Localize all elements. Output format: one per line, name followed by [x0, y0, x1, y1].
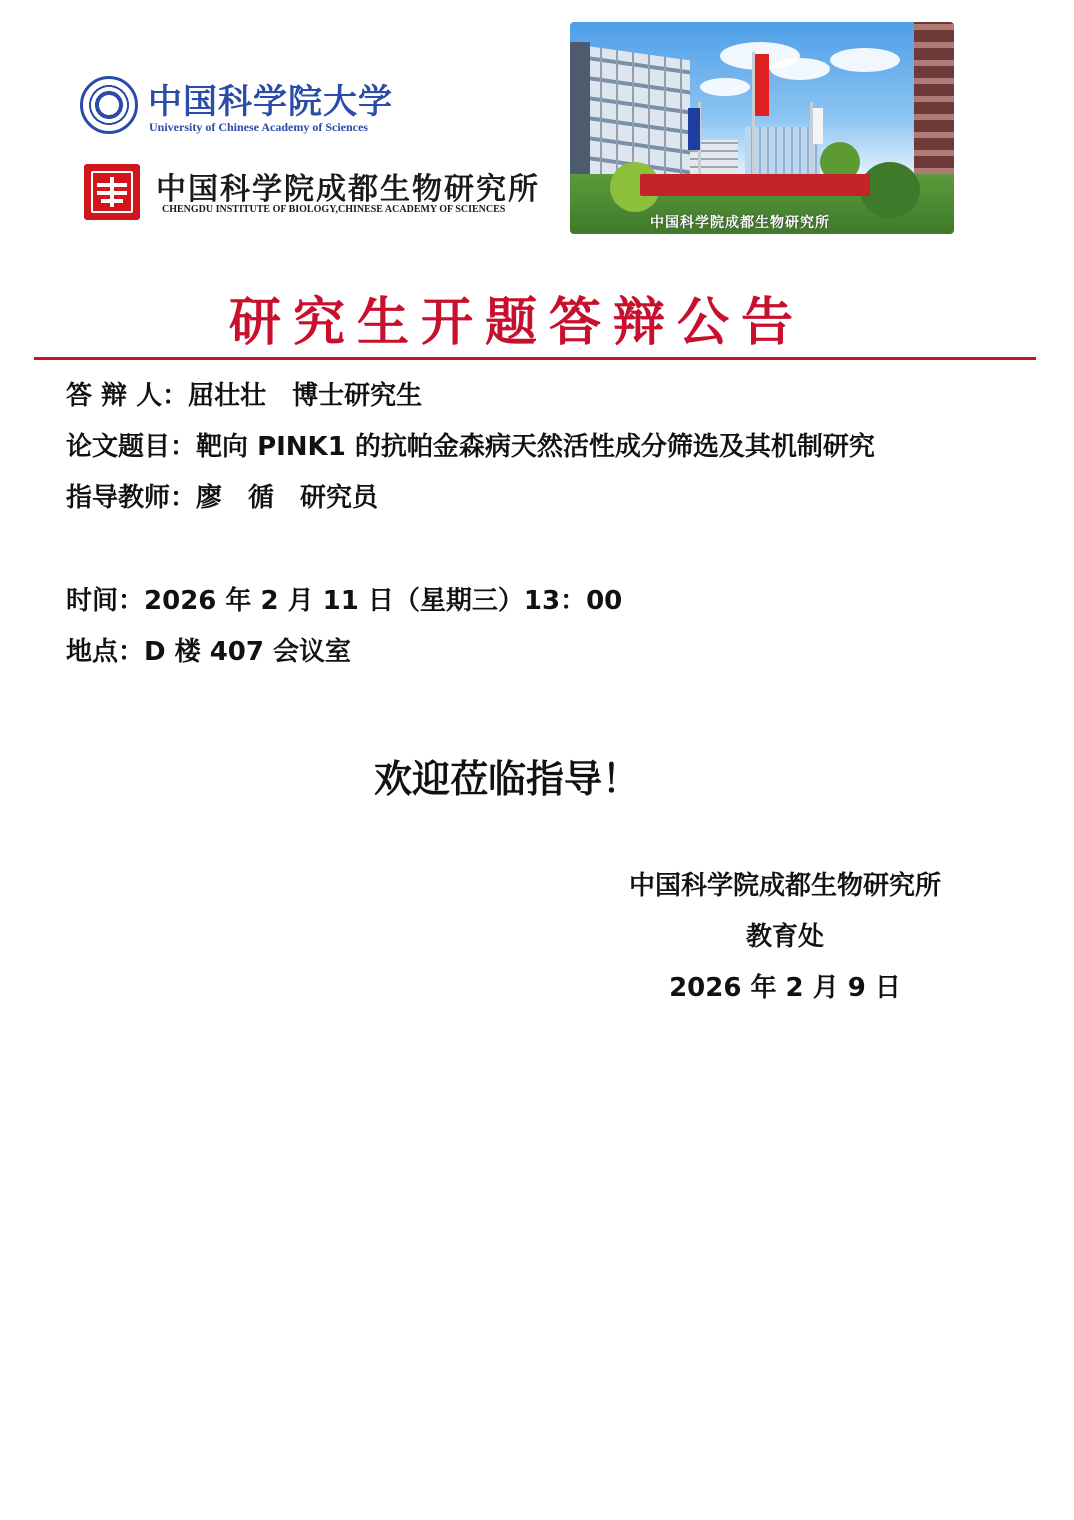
place-value: D 楼 407 会议室: [144, 637, 352, 667]
ucas-name-cn: 中国科学院大学: [148, 82, 393, 122]
cib-name-en: CHENGDU INSTITUTE OF BIOLOGY,CHINESE ACADEMY OF SCIENCES: [162, 204, 506, 215]
thesis-label: 论文题目：: [66, 432, 197, 462]
thesis-line: [66, 431, 875, 463]
time-line: [66, 585, 622, 617]
place-label: 地点：: [66, 637, 145, 667]
place-line: [66, 636, 351, 668]
cib-name-cn: 中国科学院成都生物研究所: [156, 172, 540, 207]
signature-organization: 中国科学院成都生物研究所: [628, 871, 941, 901]
campus-photo: [570, 22, 954, 234]
blue-flag: [688, 108, 700, 150]
notice-title: 研究生开题答辩公告: [228, 292, 805, 353]
photo-sign-text: 中国科学院成都生物研究所: [650, 215, 830, 231]
respondent-line: [66, 380, 422, 412]
cib-logo: [84, 162, 540, 222]
sign-board: [640, 174, 870, 196]
cib-seal-icon: [84, 164, 140, 220]
respondent-value: 屈壮壮 博士研究生: [188, 381, 423, 411]
advisor-label: 指导教师：: [66, 483, 197, 513]
advisor-value: 廖 循 研究员: [196, 483, 379, 513]
signature-department: 教育处: [745, 922, 824, 952]
ucas-logo: [80, 72, 400, 138]
respondent-label: 答 辩 人：: [66, 381, 189, 411]
white-flag: [813, 108, 823, 144]
signature-date: 2026 年 2 月 9 日: [669, 973, 901, 1003]
thesis-value: 靶向 PINK1 的抗帕金森病天然活性成分筛选及其机制研究: [196, 432, 875, 462]
advisor-line: [66, 482, 378, 514]
welcome-message: 欢迎莅临指导！: [373, 757, 640, 801]
time-label: 时间：: [66, 586, 145, 616]
ucas-emblem-icon: [80, 76, 138, 134]
red-flag: [755, 54, 769, 116]
title-divider: [34, 357, 1036, 360]
ucas-name-en: University of Chinese Academy of Sciences: [149, 120, 368, 134]
time-value: 2026 年 2 月 11 日（星期三）13：00: [144, 586, 623, 616]
